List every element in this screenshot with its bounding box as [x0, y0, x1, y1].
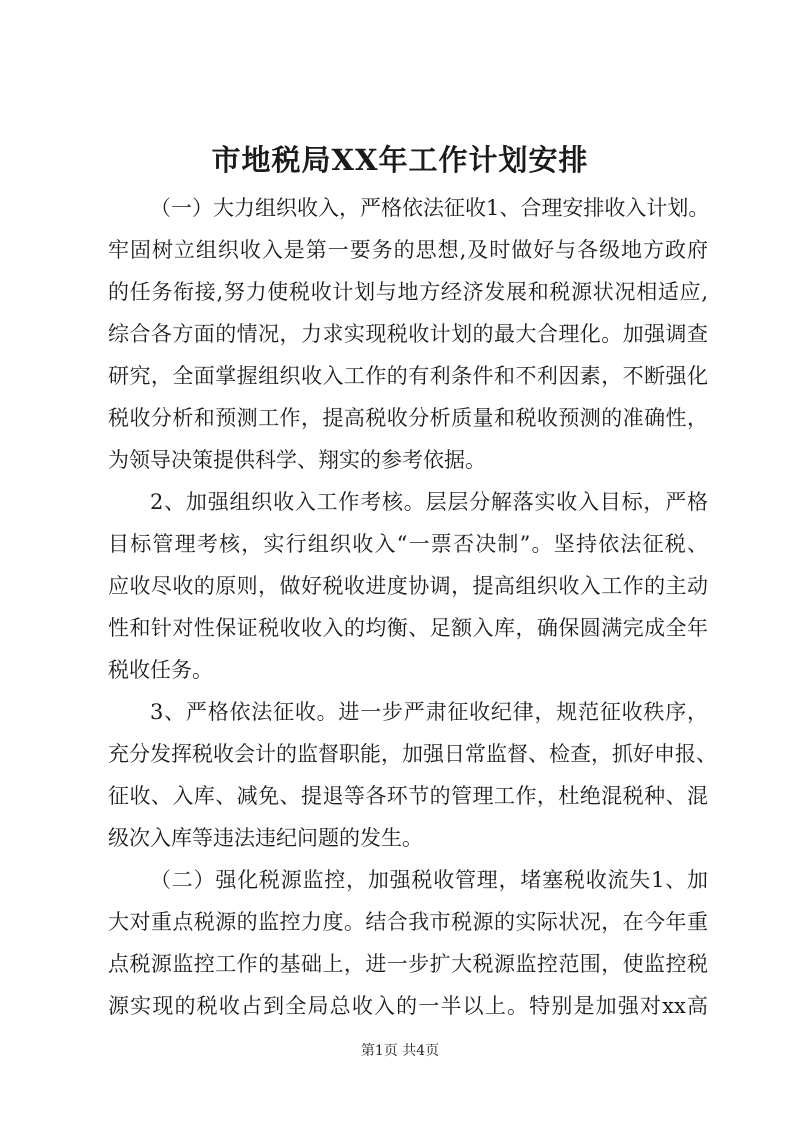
body-line-9: 目标管理考核，实行组织收入“一票否决制”。坚持依法征税、	[108, 532, 708, 556]
page-footer: 第1页 共4页	[360, 1043, 440, 1059]
body-line-17: （二）强化税源监控，加强税收管理，堵塞税收流失1、加	[150, 868, 708, 892]
body-line-19: 点税源监控工作的基础上，进一步扩大税源监控范围，使监控税	[108, 952, 708, 976]
body-line-7: 为领导决策提供科学、翔实的参考依据。	[108, 448, 486, 472]
body-line-12: 税收任务。	[108, 658, 213, 682]
body-line-13: 3、严格依法征收。进一步严肃征收纪律，规范征收秩序，	[150, 700, 708, 724]
body-line-5: 研究，全面掌握组织收入工作的有利条件和不利因素，不断强化	[108, 364, 708, 388]
body-line-4: 综合各方面的情况，力求实现税收计划的最大合理化。加强调查	[108, 322, 708, 346]
body-line-18: 大对重点税源的监控力度。结合我市税源的实际状况，在今年重	[108, 910, 708, 934]
body-line-1: （一）大力组织收入，严格依法征收1、合理安排收入计划。	[150, 196, 710, 220]
body-line-8: 2、加强组织收入工作考核。层层分解落实收入目标，严格	[150, 490, 708, 514]
body-line-16: 级次入库等违法违纪问题的发生。	[108, 826, 423, 850]
body-line-11: 性和针对性保证税收收入的均衡、足额入库，确保圆满完成全年	[108, 616, 708, 640]
body-line-15: 征收、入库、减免、提退等各环节的管理工作，杜绝混税种、混	[108, 784, 708, 808]
body-line-3: 的任务衔接,努力使税收计划与地方经济发展和税源状况相适应,	[108, 280, 708, 304]
body-line-6: 税收分析和预测工作，提高税收分析质量和税收预测的准确性，	[108, 406, 708, 430]
document-title: 市地税局XX年工作计划安排	[211, 143, 589, 177]
body-line-14: 充分发挥税收会计的监督职能，加强日常监督、检查，抓好申报、	[108, 742, 717, 766]
body-line-20: 源实现的税收占到全局总收入的一半以上。特别是加强对xx高	[108, 994, 708, 1018]
body-line-2: 牢固树立组织收入是第一要务的思想,及时做好与各级地方政府	[108, 238, 708, 262]
body-line-10: 应收尽收的原则，做好税收进度协调，提高组织收入工作的主动	[108, 574, 708, 598]
